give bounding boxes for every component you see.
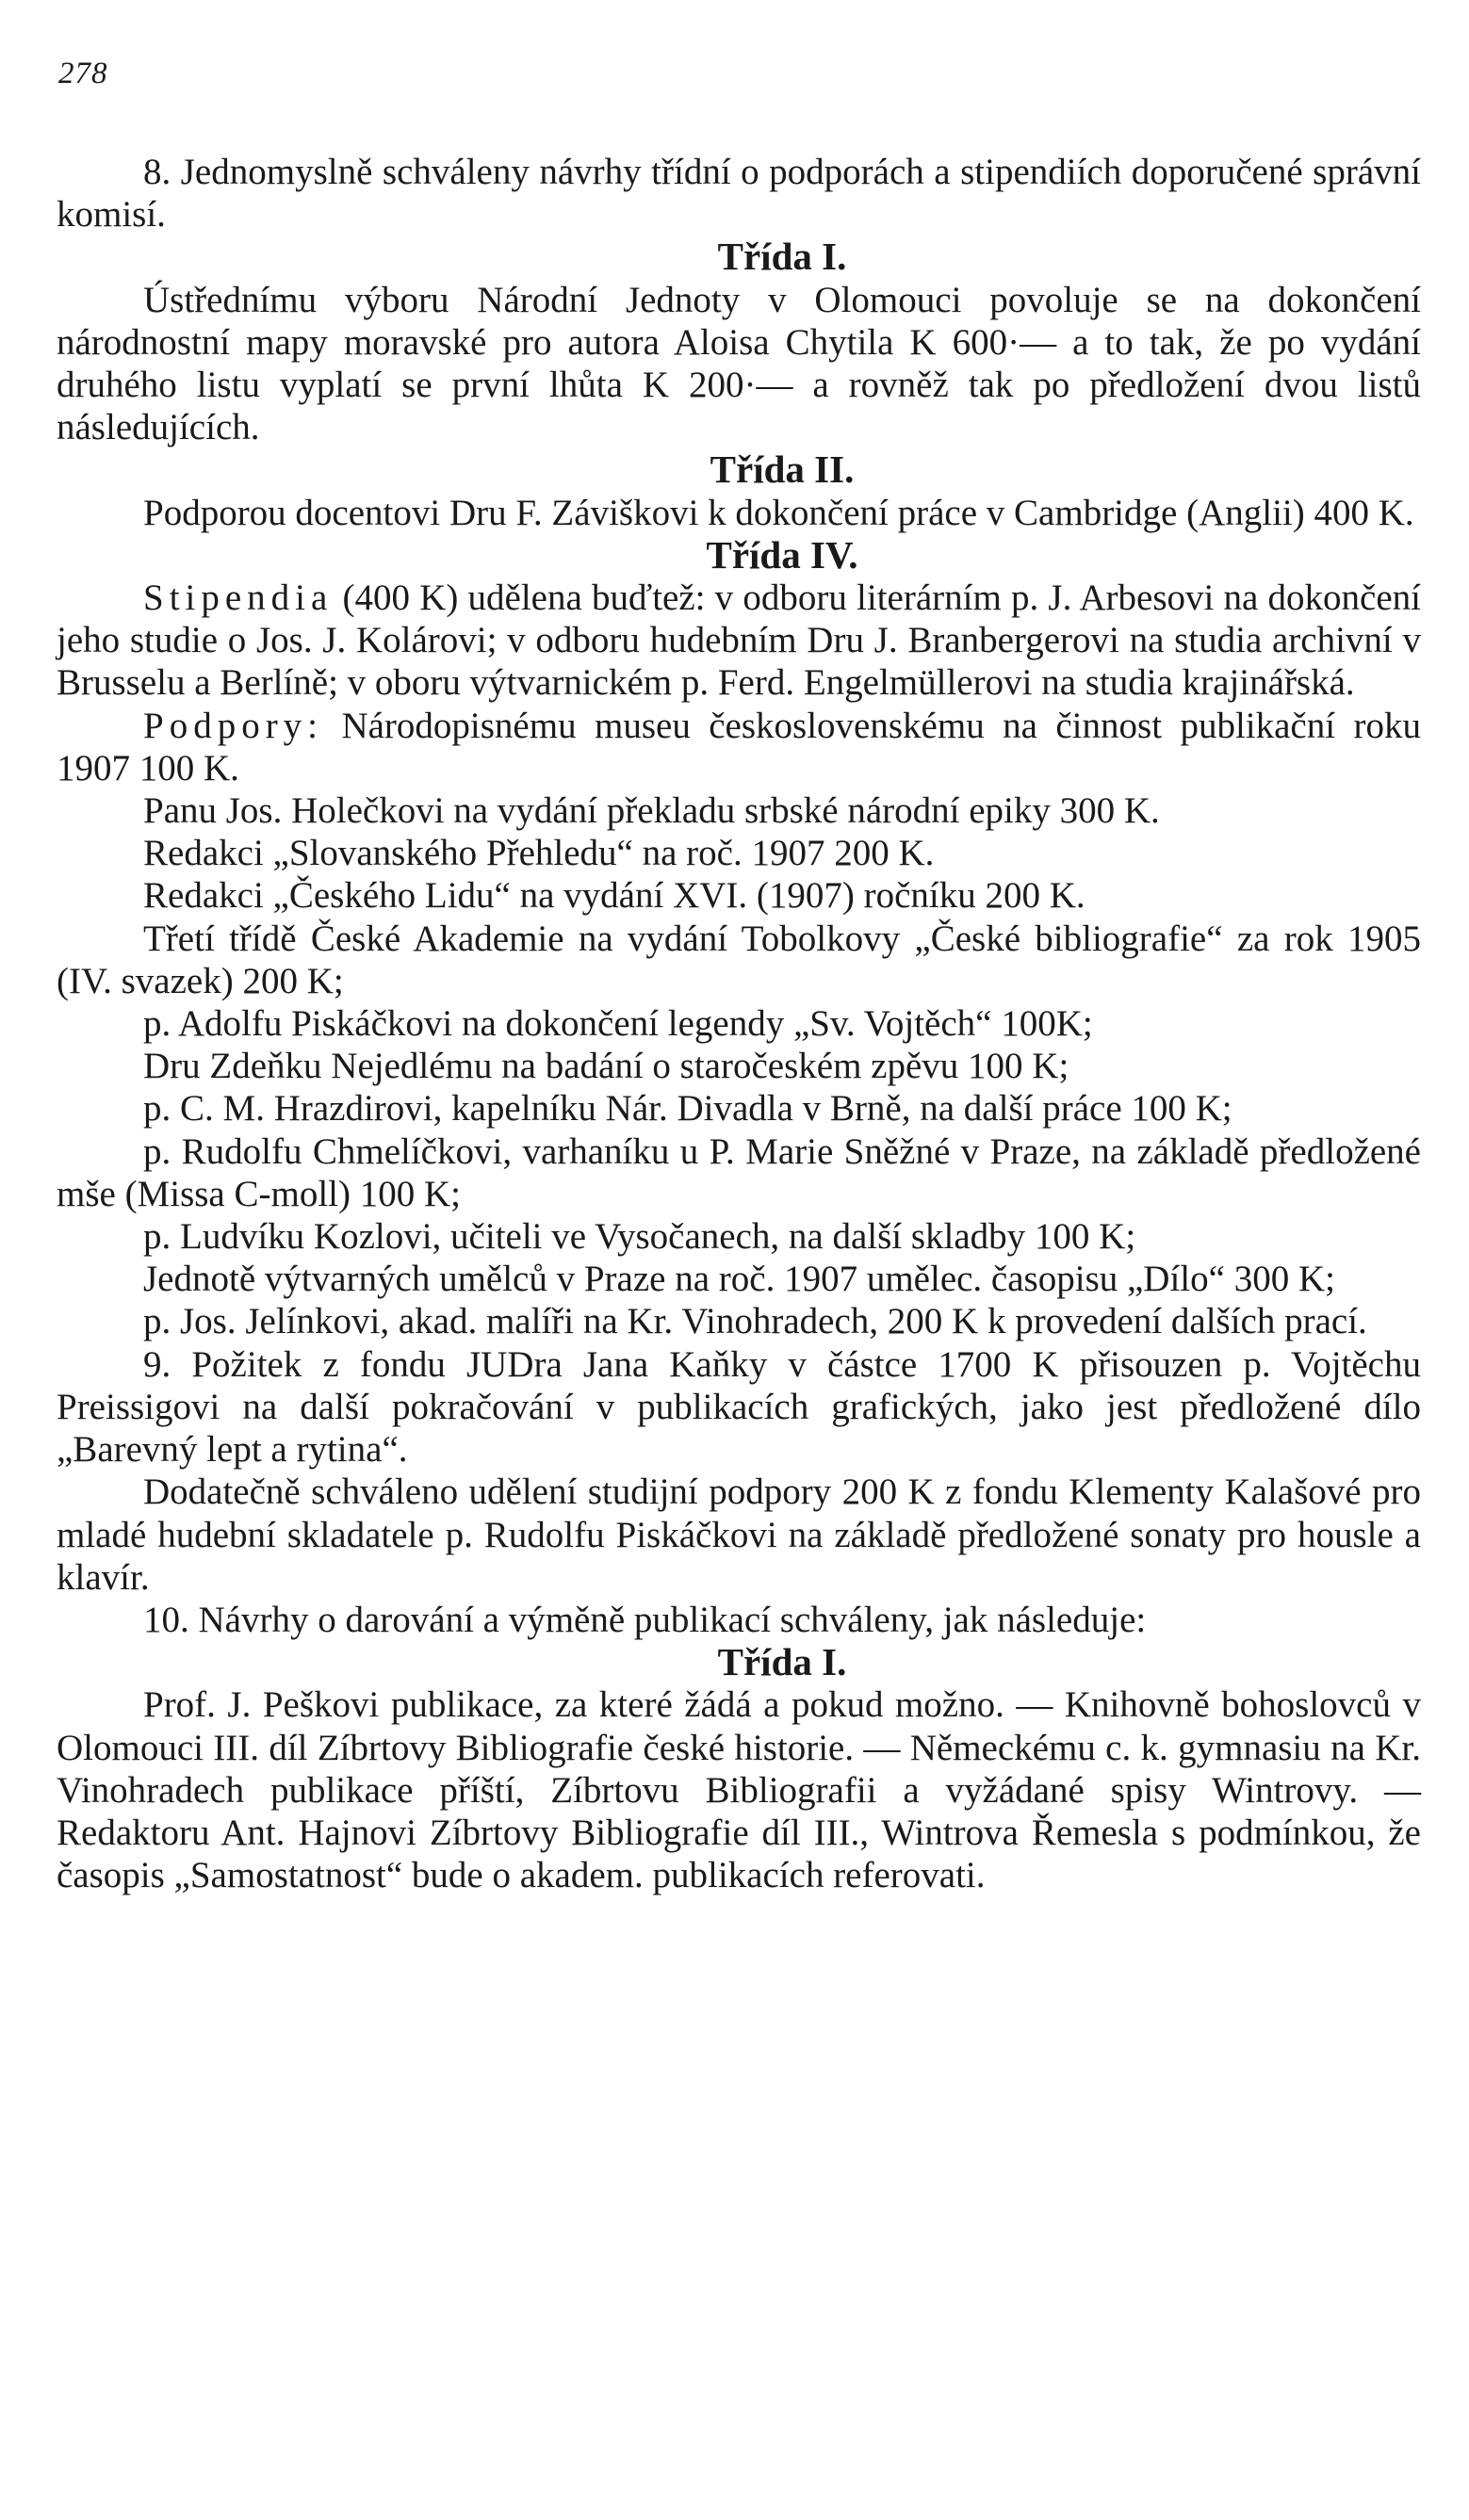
dodatecne-paragraph: Dodatečně schváleno udělení studijní podpory 200 K z fondu Klementy Kalašové pro mladé hudební skladatele p. Rudolfu Piskáčkovi na základě předložené sonaty pro housle a klavír. — [57, 1471, 1421, 1598]
heading-trida-1: Třída I. — [717, 235, 847, 279]
stipendia-paragraph — [57, 577, 1421, 705]
support-line: Jednotě výtvarných umělců v Praze na roč. 1907 umělec. časopisu „Dílo“ 300 K; — [143, 1259, 1335, 1300]
support-line: p. Rudolfu Chmelíčkovi, varhaníku u P. Marie Sněžné v Praze, na základě předložené mše (Missa C-moll) 100 K; — [57, 1130, 1421, 1214]
support-line: p. Adolfu Piskáčkovi na dokončení legendy „Sv. Vojtěch“ 100K; — [143, 1003, 1093, 1045]
body-text — [57, 151, 1421, 1896]
podpory-label: Podpory: — [143, 705, 324, 746]
support-line: Redakci „Slovanského Přehledu“ na roč. 1907 200 K. — [143, 833, 935, 874]
support-line: Redakci „Českého Lidu“ na vydání XVI. (1907) ročníku 200 K. — [143, 875, 1085, 917]
page-number: 278 — [58, 57, 108, 90]
item-8-paragraph: 8. Jednomyslně schváleny návrhy třídní o podporách a stipendiích doporučené správní komisí. — [57, 152, 1421, 236]
podpory-paragraph — [57, 705, 1421, 789]
final-paragraph: Prof. J. Peškovi publikace, za které žádá a pokud možno. — Knihovně bohoslovců v Olomouci III. díl Zíbrtovy Bibliografie české historie. — Německému c. k. gymnasiu na Kr. Vinohradech publikace příští, Zíbrtovu Bibliografii a vyžádané spisy Wintrovy. — Redaktoru Ant. Hajnovi Zíbrtovy Bibliografie díl III., Wintrova Řemesla s podmínkou, že časopis „Samostatnost“ bude o akadem. publikacích referovati. — [57, 1684, 1421, 1896]
trida-1-paragraph: Ústřednímu výboru Národní Jednoty v Olomouci povoluje se na dokončení národnostní mapy moravské pro autora Aloisa Chytila K 600·— a to tak, že po vydání druhého listu vyplatí se první lhůta K 200·— a rovněž tak po předložení dvou listů následujících. — [57, 279, 1421, 448]
item-9-paragraph: 9. Požitek z fondu JUDra Jana Kaňky v částce 1700 K přisouzen p. Vojtěchu Preissigovi na další pokračování v publikacích grafických, jako jest předložené dílo „Barevný lept a rytina“. — [57, 1343, 1421, 1471]
support-line: Třetí třídě České Akademie na vydání Tobolkovy „České bibliografie“ za rok 1905 (IV. svazek) 200 K; — [57, 918, 1421, 1001]
heading-trida-1-second: Třída I. — [717, 1640, 847, 1684]
stipendia-text: (400 K) udělena buďtež: v odboru literárním p. J. Arbesovi na dokončení jeho studie o Jos. J. Kolárovi; v odboru hudebním Dru J. Branbergerovi na studia archivní v Brusselu a Berlíně; v oboru výtvarnickém p. Ferd. Engelmüllerovi na studia krajinářská. — [57, 577, 1421, 704]
heading-trida-2: Třída II. — [710, 447, 855, 492]
support-line: Panu Jos. Holečkovi na vydání překladu srbské národní epiky 300 K. — [143, 790, 1160, 832]
support-line: Dru Zdeňku Nejedlému na badání o staročeském zpěvu 100 K; — [143, 1046, 1069, 1087]
support-line: p. Jos. Jelínkovi, akad. malíři na Kr. Vinohradech, 200 K k provedení dalších prací. — [143, 1301, 1367, 1342]
support-line: p. Ludvíku Kozlovi, učiteli ve Vysočanech, na další skladby 100 K; — [143, 1216, 1136, 1258]
heading-trida-4: Třída IV. — [706, 532, 858, 577]
item-10-paragraph: 10. Návrhy o darování a výměně publikací schváleny, jak následuje: — [143, 1599, 1147, 1640]
support-line: p. C. M. Hrazdirovi, kapelníku Nár. Divadla v Brně, na další práce 100 K; — [143, 1088, 1232, 1130]
stipendia-label: Stipendia — [143, 577, 334, 619]
podpory-text: Národopisnému museu československému na činnost publikační roku 1907 100 K. — [57, 705, 1421, 789]
trida-2-paragraph: Podporou docentovi Dru F. Záviškovi k dokončení práce v Cambridge (Anglii) 400 K. — [143, 492, 1414, 533]
